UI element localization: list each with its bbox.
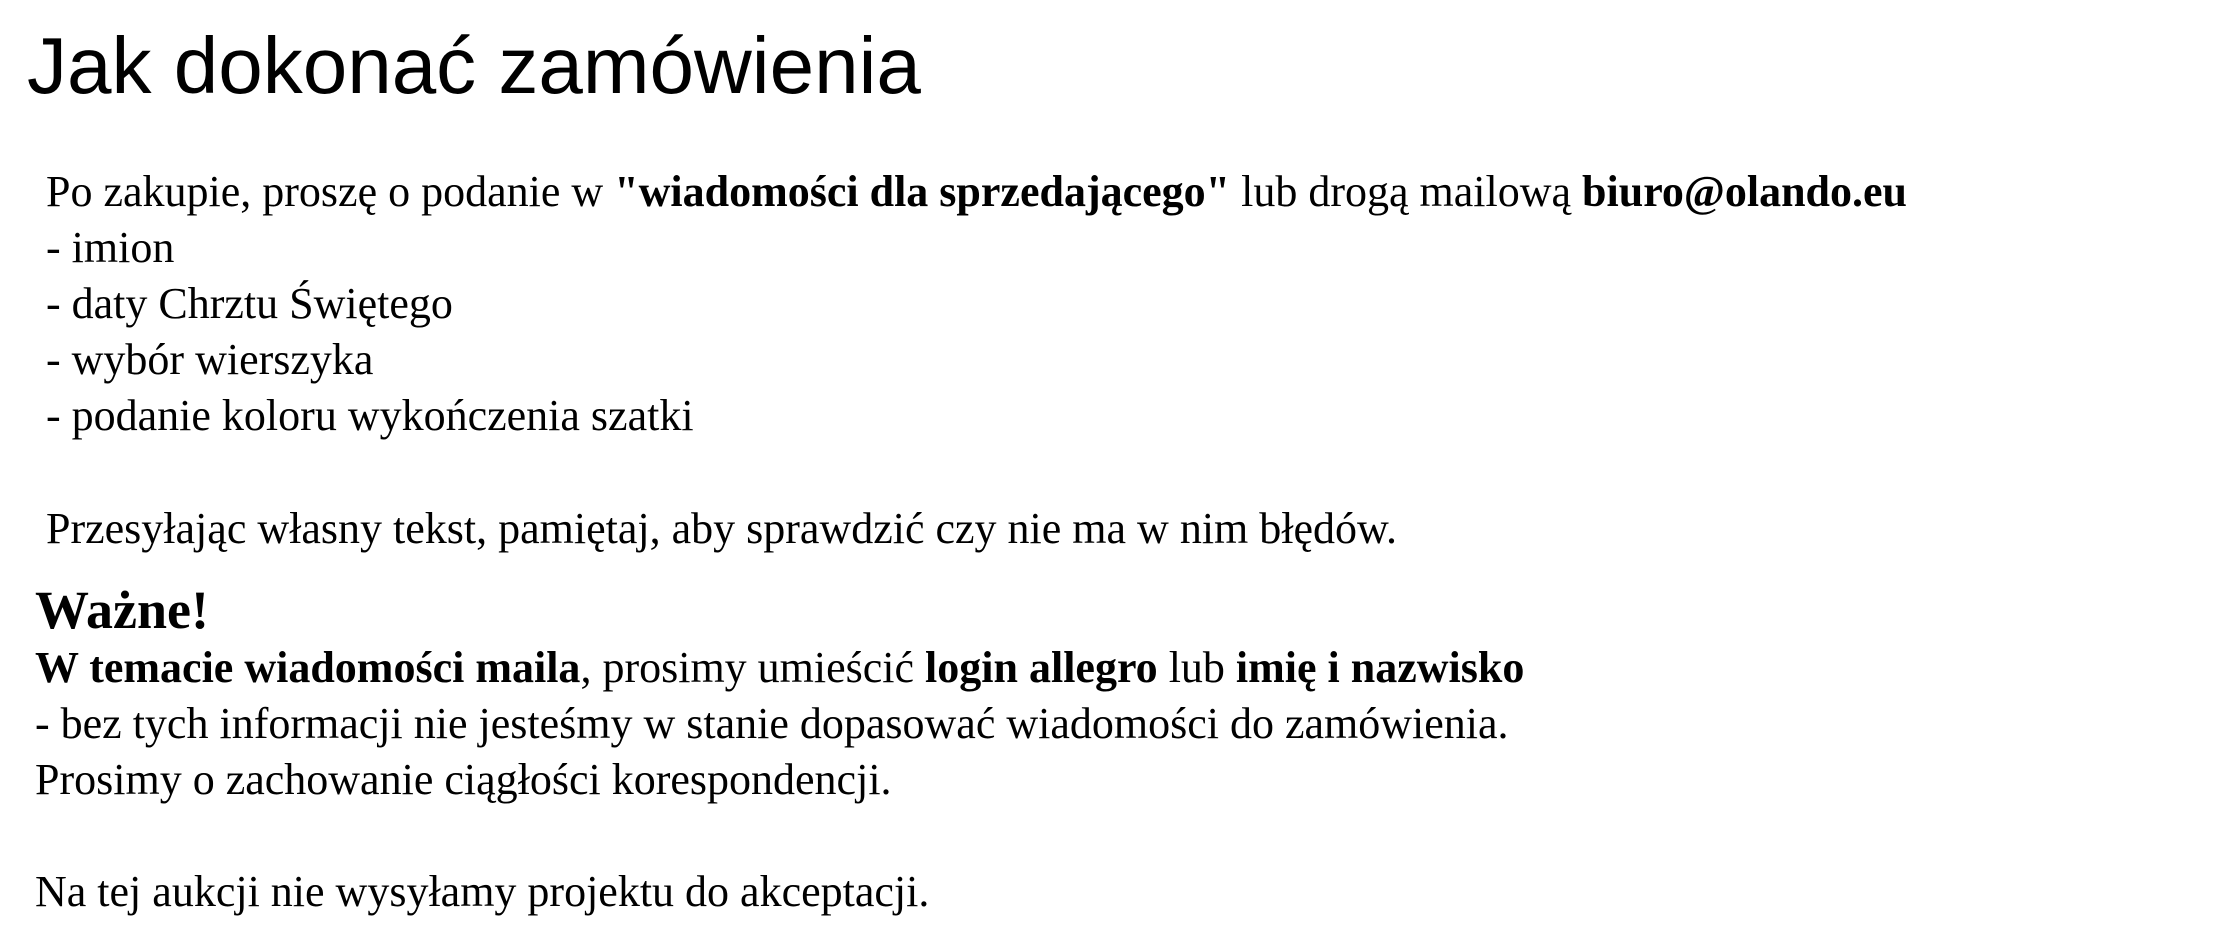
important-heading: Ważne! (35, 580, 209, 640)
intro-line (46, 164, 1907, 220)
own-text-note-line: Przesyłając własny tekst, pamiętaj, aby sprawdzić czy nie ma w nim błędów. (46, 504, 1397, 553)
no-project-acceptance-note: Na tej aukcji nie wysyłamy projektu do akceptacji. (35, 867, 930, 916)
seller-message-label: "wiadomości dla sprzedającego" (614, 167, 1231, 216)
email-subject-label: W temacie wiadomości maila (35, 643, 581, 692)
list-item-names: - imion (46, 223, 175, 272)
spacer (35, 808, 1524, 864)
correspondence-note: Prosimy o zachowanie ciągłości korespondencji. (35, 755, 892, 804)
missing-info-warning: - bez tych informacji nie jesteśmy w stanie dopasować wiadomości do zamówienia. (35, 699, 1509, 748)
full-name-label: imię i nazwisko (1235, 643, 1525, 692)
list-item-baptism-date: - daty Chrztu Świętego (46, 279, 453, 328)
page-title: Jak dokonać zamówienia (27, 21, 921, 110)
contact-email: biuro@olando.eu (1582, 167, 1908, 216)
own-text-note (46, 501, 1397, 557)
email-subject-text-1: , prosimy umieścić (580, 643, 926, 692)
intro-text-2: lub drogą mailową (1230, 167, 1583, 216)
email-subject-text-2: lub (1157, 643, 1236, 692)
email-subject-line (35, 640, 1524, 696)
list-item-finish-color: - podanie koloru wykończenia szatki (46, 391, 694, 440)
order-instructions (46, 164, 1907, 444)
allegro-login-label: login allegro (925, 643, 1158, 692)
intro-text-1: Po zakupie, proszę o podanie w (46, 167, 615, 216)
list-item-poem-choice: - wybór wierszyka (46, 335, 374, 384)
important-section (35, 580, 1524, 920)
